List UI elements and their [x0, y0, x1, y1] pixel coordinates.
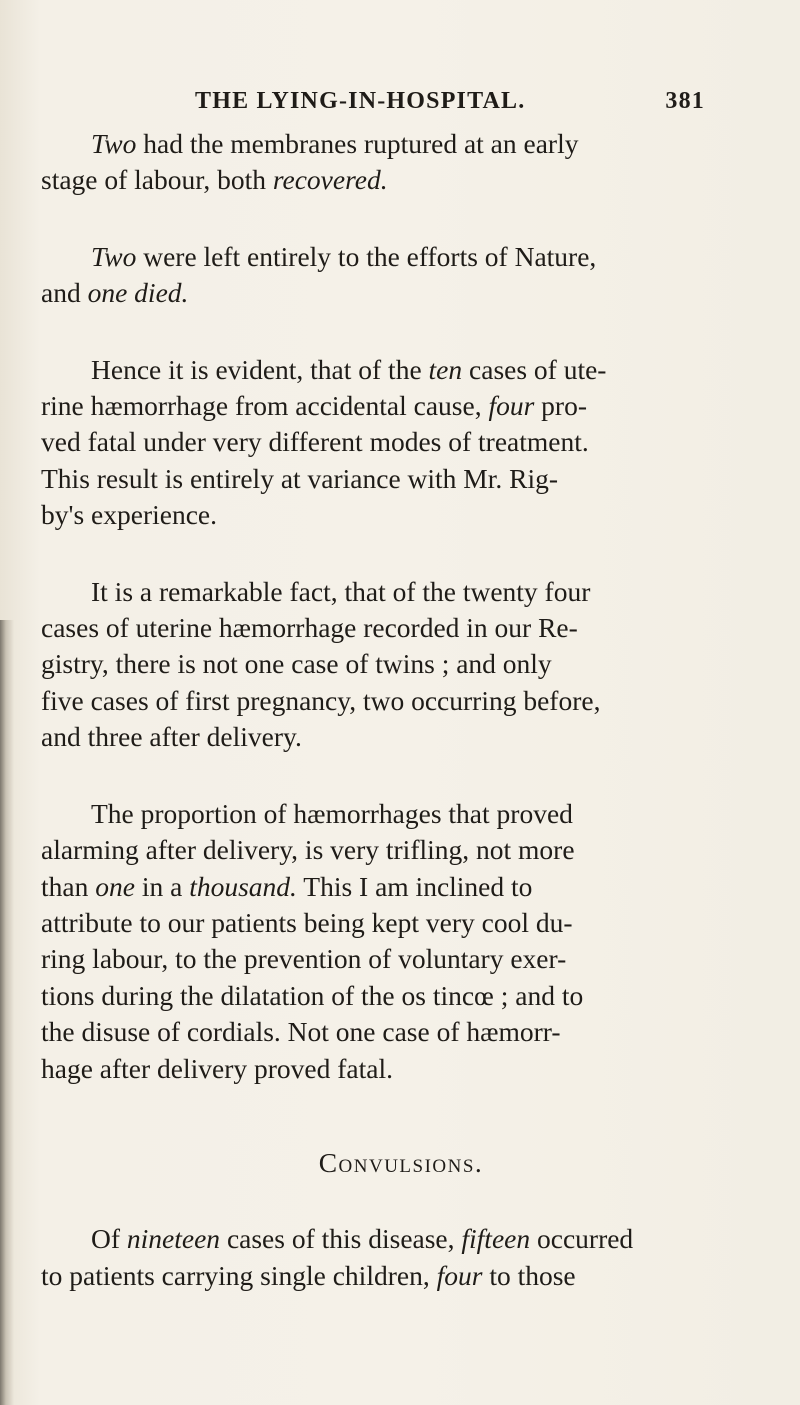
text-line: gistry, there is not one case of twins ; and only: [41, 648, 552, 680]
text-line: hage after delivery proved fatal.: [41, 1052, 393, 1084]
text-line: stage of labour, both recovered.: [41, 164, 388, 196]
text-line: This result is entirely at variance with Mr. Rig-: [41, 462, 559, 494]
section-heading: Convulsions.: [318, 1146, 484, 1178]
text-line: Two were left entirely to the efforts of Nature,: [91, 240, 597, 272]
text-line: attribute to our patients being kept very cool du-: [41, 906, 573, 938]
text-line: alarming after delivery, is very trifling, not more: [41, 834, 575, 866]
paragraph-1: [41, 126, 731, 199]
text-line: cases of uterine hæmorrhage recorded in our Re-: [41, 612, 578, 644]
paragraph-3: [41, 352, 731, 534]
text-line: ved fatal under very different modes of treatment.: [41, 426, 589, 458]
text-line: and three after delivery.: [41, 721, 302, 753]
page-body: [41, 126, 731, 1294]
text-line: Hence it is evident, that of the ten cases of ute-: [91, 353, 607, 385]
paragraph-5: [41, 796, 731, 1087]
text-line: tions during the dilatation of the os tincœ ; and to: [41, 979, 584, 1011]
text-line: the disuse of cordials. Not one case of hæmorr-: [41, 1016, 561, 1048]
text-line: by's experience.: [41, 499, 217, 531]
text-line: rine hæmorrhage from accidental cause, four pro-: [41, 390, 587, 422]
text-line: and one died.: [41, 277, 189, 309]
text-line: The proportion of hæmorrhages that proved: [91, 797, 573, 829]
page-number: 381: [665, 88, 705, 114]
text-line: five cases of first pregnancy, two occurring before,: [41, 684, 601, 716]
paragraph-2: [41, 239, 731, 312]
text-line: It is a remarkable fact, that of the twenty four: [91, 575, 591, 607]
text-line: ring labour, to the prevention of voluntary exer-: [41, 943, 567, 975]
running-title: THE LYING-IN-HOSPITAL.: [195, 88, 526, 114]
paragraph-4: [41, 574, 731, 756]
page-gutter-shadow: [0, 620, 14, 1405]
text-line: to patients carrying single children, four to those: [41, 1259, 576, 1291]
paragraph-6: [41, 1221, 731, 1294]
text-line: Two had the membranes ruptured at an early: [91, 128, 579, 159]
running-header: [195, 84, 705, 124]
text-line: Of nineteen cases of this disease, fifteen occurred: [91, 1223, 634, 1255]
text-line: than one in a thousand. This I am inclined to: [41, 870, 533, 902]
